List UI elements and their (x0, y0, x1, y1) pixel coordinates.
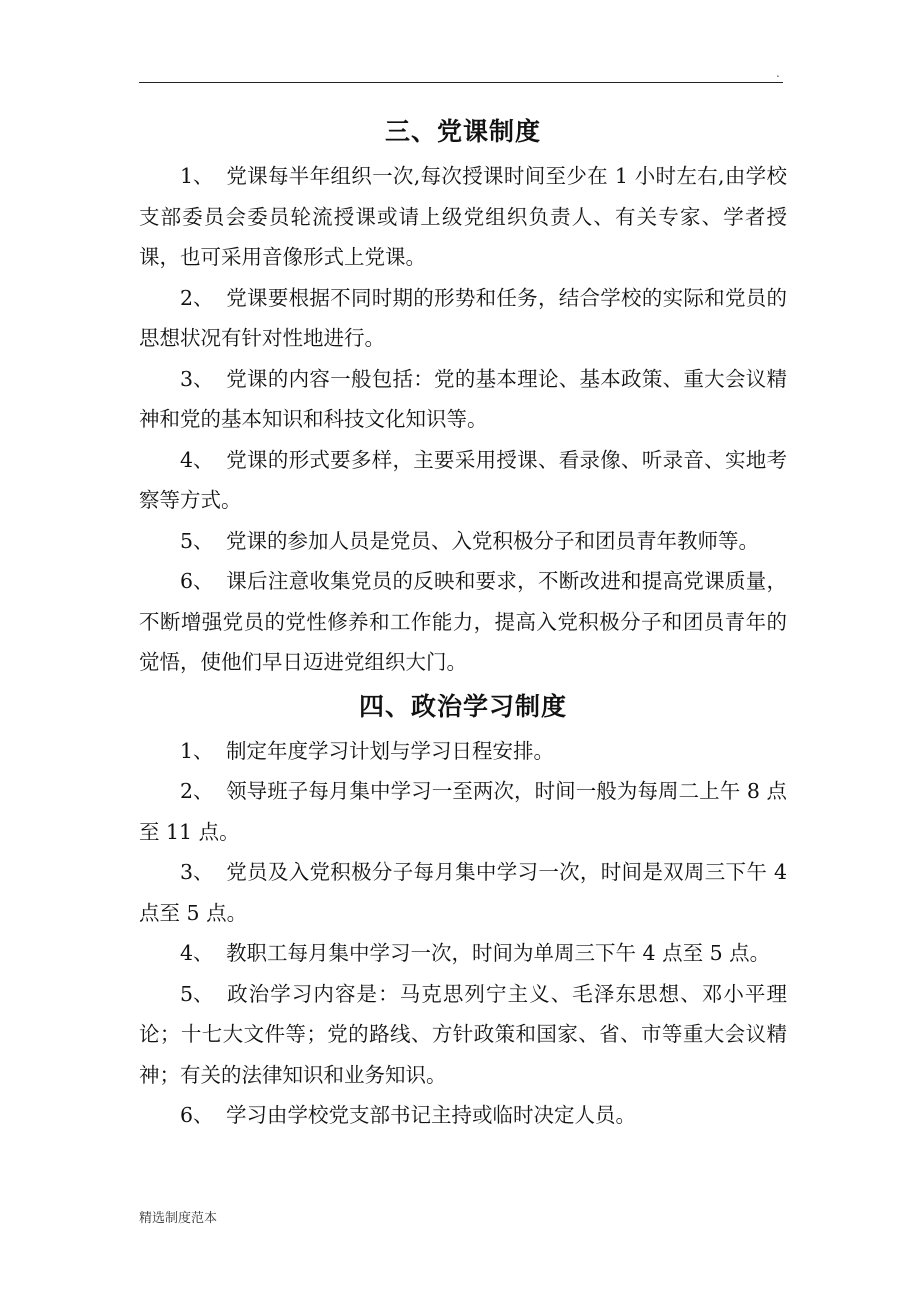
item-text: 党课的形式要多样，主要采用授课、看录像、听录音、实地考察等方式。 (139, 447, 787, 512)
item-text: 制定年度学习计划与学习日程安排。 (226, 738, 554, 763)
list-item (139, 852, 787, 933)
item-number: 5、 (180, 981, 214, 1006)
item-text: 教职工每月集中学习一次，时间为单周三下午 4 点至 5 点。 (226, 941, 771, 965)
list-item (139, 156, 787, 278)
item-text: 领导班子每月集中学习一至两次，时间一般为每周二上午 8 点至 11 点。 (139, 779, 787, 844)
list-item (139, 974, 787, 1096)
list-item (139, 278, 787, 359)
item-number: 5、 (180, 528, 214, 553)
item-text: 党课的内容一般包括：党的基本理论、基本政策、重大会议精神和党的基本知识和科技文化知识等。 (139, 366, 787, 431)
section-title: 四、政治学习制度 (358, 691, 567, 721)
item-number: 2、 (180, 779, 214, 803)
list-item (139, 359, 787, 440)
item-number: 4、 (180, 941, 214, 965)
list-item (139, 561, 787, 683)
document-body (139, 108, 787, 1136)
item-number: 4、 (180, 447, 214, 472)
item-number: 3、 (180, 366, 214, 391)
footer-text: 精选制度范本 (139, 1211, 218, 1226)
list-item (139, 731, 787, 772)
item-number: 3、 (180, 860, 214, 884)
header-mark: . (776, 66, 780, 80)
list-item (139, 440, 787, 521)
item-text: 课后注意收集党员的反映和要求，不断改进和提高党课质量，不断增强党员的党性修养和工作能力，提高入党积极分子和团员青年的觉悟，使他们早日迈进党组织大门。 (139, 569, 787, 674)
list-item (139, 771, 787, 852)
list-item (139, 1095, 787, 1136)
section-party-lecture (139, 108, 787, 683)
item-text: 政治学习内容是：马克思列宁主义、毛泽东思想、邓小平理论；十七大文件等；党的路线、方针政策和国家、省、市等重大会议精神；有关的法律知识和业务知识。 (139, 981, 787, 1087)
item-number: 6、 (180, 1103, 214, 1127)
list-item (139, 933, 787, 974)
item-number: 1、 (180, 738, 214, 763)
header-rule (139, 82, 783, 83)
item-text: 学习由学校党支部书记主持或临时决定人员。 (226, 1103, 636, 1127)
item-text: 党课每半年组织一次,每次授课时间至少在 1 小时左右,由学校支部委员会委员轮流授课或请上级党组织负责人、有关专家、学者授课，也可采用音像形式上党课。 (139, 164, 787, 269)
section-political-study (139, 683, 787, 1136)
item-text: 党课要根据不同时期的形势和任务，结合学校的实际和党员的思想状况有针对性地进行。 (139, 285, 787, 350)
item-text: 党员及入党积极分子每月集中学习一次，时间是双周三下午 4 点至 5 点。 (139, 860, 787, 925)
section-title: 三、党课制度 (384, 117, 541, 146)
item-text: 党课的参加人员是党员、入党积极分子和团员青年教师等。 (226, 528, 759, 553)
item-number: 1、 (180, 164, 214, 188)
item-number: 6、 (180, 569, 214, 593)
item-number: 2、 (180, 285, 214, 310)
list-item (139, 521, 787, 562)
